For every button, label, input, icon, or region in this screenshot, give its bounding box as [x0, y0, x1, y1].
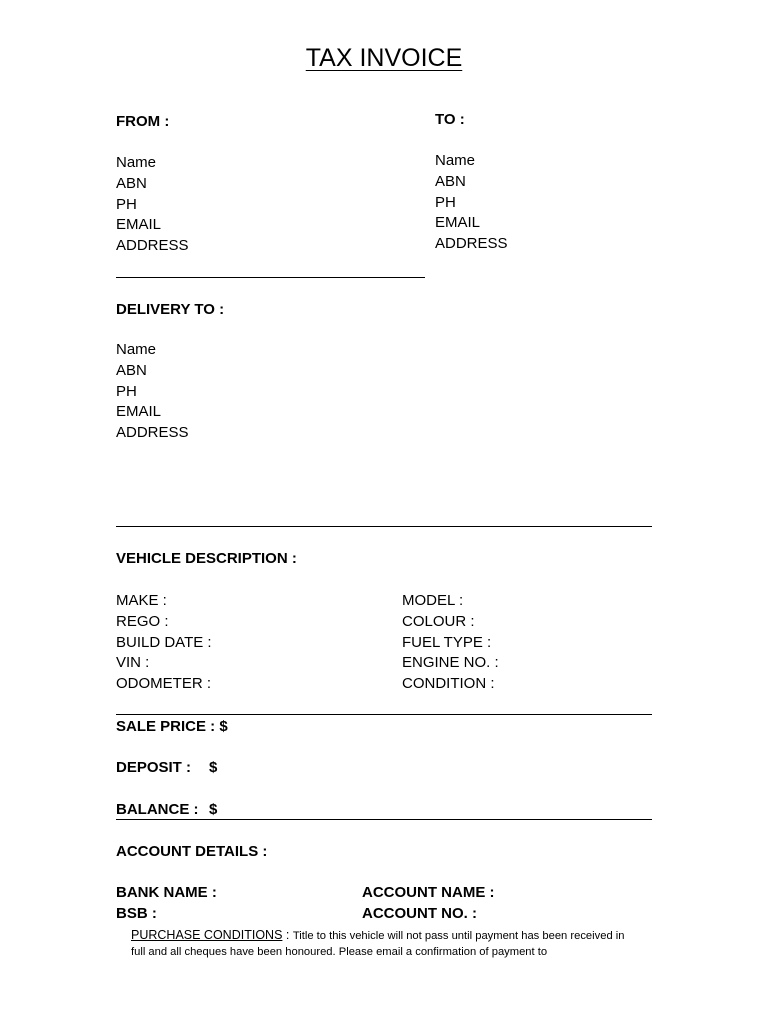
bank-name-label: BANK NAME :: [116, 884, 217, 901]
sale-price-label: SALE PRICE :: [116, 718, 216, 735]
divider-from: [116, 277, 425, 278]
purchase-conditions: [131, 928, 624, 960]
deposit-currency: $: [209, 759, 218, 776]
account-name-label: ACCOUNT NAME :: [362, 884, 495, 901]
deposit-label: DEPOSIT :: [116, 759, 192, 776]
vehicle-label: VEHICLE DESCRIPTION :: [116, 550, 297, 567]
vehicle-vin: VIN :: [116, 654, 150, 672]
from-fields: [116, 153, 189, 257]
from-abn: ABN: [116, 174, 147, 192]
delivery-fields: [116, 340, 189, 444]
vehicle-rego: REGO :: [116, 612, 169, 630]
conditions-line-1: [131, 928, 624, 945]
vehicle-odometer: ODOMETER :: [116, 675, 212, 693]
divider-sale: [116, 819, 652, 820]
to-abn: ABN: [435, 172, 466, 190]
from-email: EMAIL: [116, 216, 162, 234]
delivery-address: ADDRESS: [116, 424, 189, 442]
vehicle-model: MODEL :: [402, 592, 464, 609]
from-ph: PH: [116, 195, 137, 213]
conditions-text-2: full and all cheques have been honoured. Please email a confirmation of payment to: [131, 945, 548, 958]
vehicle-engine-no: ENGINE NO. :: [402, 654, 499, 672]
vehicle-left-fields: [116, 591, 212, 695]
page-title: TAX INVOICE: [305, 44, 463, 72]
bsb-label: BSB :: [116, 905, 157, 922]
to-address: ADDRESS: [435, 235, 508, 253]
delivery-abn: ABN: [116, 361, 147, 379]
delivery-label: DELIVERY TO :: [116, 301, 225, 318]
from-name: Name: [116, 154, 157, 171]
vehicle-build-date: BUILD DATE :: [116, 633, 212, 651]
divider-vehicle: [116, 714, 652, 715]
account-no-label: ACCOUNT NO. :: [362, 905, 477, 922]
vehicle-right-fields: [402, 591, 499, 695]
sale-price-row: [116, 718, 228, 735]
from-label: FROM :: [116, 113, 170, 130]
conditions-separator: :: [282, 928, 293, 942]
to-label: TO :: [435, 111, 465, 128]
vehicle-fuel-type: FUEL TYPE :: [402, 633, 492, 651]
to-name: Name: [435, 152, 476, 169]
balance-label: BALANCE :: [116, 801, 199, 818]
delivery-name: Name: [116, 341, 157, 358]
sale-price-currency: $: [219, 718, 228, 735]
balance-currency: $: [209, 801, 218, 818]
vehicle-colour: COLOUR :: [402, 612, 475, 630]
delivery-ph: PH: [116, 382, 137, 400]
conditions-label: PURCHASE CONDITIONS: [131, 928, 283, 942]
to-email: EMAIL: [435, 214, 481, 232]
delivery-email: EMAIL: [116, 403, 162, 421]
vehicle-make: MAKE :: [116, 592, 167, 609]
from-address: ADDRESS: [116, 237, 189, 255]
to-fields: [435, 151, 508, 255]
vehicle-condition: CONDITION :: [402, 675, 495, 693]
to-ph: PH: [435, 193, 456, 211]
divider-delivery: [116, 526, 652, 527]
conditions-text-1: Title to this vehicle will not pass until payment has been received in: [292, 930, 625, 942]
account-label: ACCOUNT DETAILS :: [116, 843, 268, 860]
